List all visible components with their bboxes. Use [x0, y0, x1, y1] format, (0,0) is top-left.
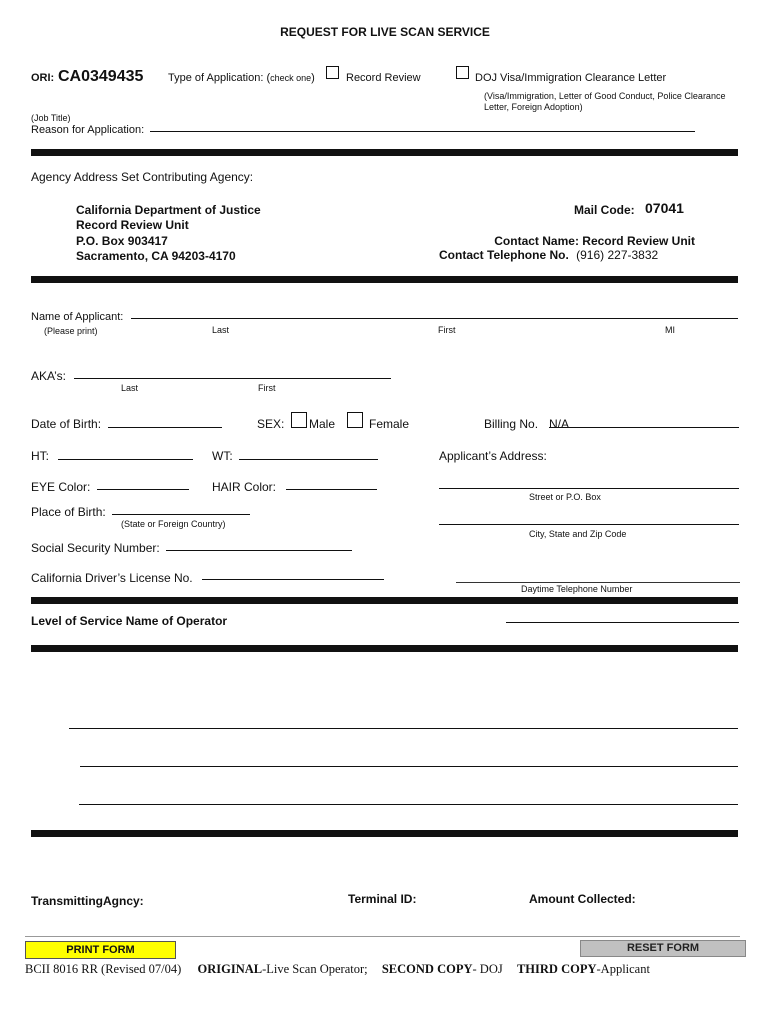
ht-label: HT:	[31, 449, 49, 463]
sex-label: SEX:	[257, 417, 285, 431]
application-type-small: check one	[270, 73, 312, 83]
daytime-phone-field[interactable]	[456, 582, 740, 583]
name-first-label: First	[438, 325, 456, 335]
doj-clearance-checkbox[interactable]	[456, 66, 469, 79]
male-checkbox[interactable]	[291, 412, 307, 428]
mail-code-value: 07041	[645, 200, 684, 216]
agency-heading: Agency Address Set Contributing Agency:	[31, 170, 254, 184]
agency-name: California Department of Justice	[76, 203, 261, 217]
eye-color-label: EYE Color:	[31, 480, 91, 494]
blank-line[interactable]	[80, 766, 738, 767]
billing-label: Billing No.	[484, 417, 539, 431]
transmitting-agency-label: TransmittingAgncy:	[31, 894, 144, 908]
job-title-label: (Job Title)	[31, 113, 71, 123]
contact-phone-value: (916) 227-3832	[576, 248, 659, 262]
akas-field[interactable]	[74, 378, 391, 379]
billing-value: N/A	[549, 417, 570, 431]
contact-phone-label: Contact Telephone No.	[439, 248, 569, 262]
ori-label: ORI:	[31, 72, 55, 84]
street-label: Street or P.O. Box	[529, 492, 601, 502]
application-type-label	[168, 72, 315, 84]
amount-collected-label: Amount Collected:	[529, 892, 636, 906]
section-divider	[31, 149, 738, 156]
akas-label: AKA’s:	[31, 369, 66, 383]
blank-line[interactable]	[69, 728, 738, 729]
application-type-prefix: Type of Application: (	[168, 72, 271, 84]
eye-color-field[interactable]	[97, 489, 189, 490]
ori-value: CA0349435	[58, 68, 144, 85]
ssn-field[interactable]	[166, 550, 352, 551]
section-divider	[31, 597, 738, 604]
contact-name-value: Record Review Unit	[582, 234, 695, 248]
third-copy-label: THIRD COPY	[516, 962, 597, 976]
dob-label: Date of Birth:	[31, 417, 102, 431]
doj-clearance-label: DOJ Visa/Immigration Clearance Letter	[475, 72, 667, 84]
agency-city: Sacramento, CA 94203-4170	[76, 249, 236, 263]
operator-name-field[interactable]	[506, 622, 739, 623]
doj-note-line2: Letter, Foreign Adoption)	[484, 102, 583, 112]
record-review-checkbox[interactable]	[326, 66, 339, 79]
state-country-label: (State or Foreign Country)	[121, 519, 226, 529]
male-label: Male	[309, 417, 336, 431]
city-state-zip-label: City, State and Zip Code	[529, 529, 627, 539]
drivers-license-label: California Driver’s License No.	[31, 571, 193, 585]
print-form-button[interactable]: PRINT FORM	[25, 941, 176, 959]
street-field[interactable]	[439, 488, 739, 489]
place-of-birth-label: Place of Birth:	[31, 505, 106, 519]
ht-field[interactable]	[58, 459, 193, 460]
record-review-label: Record Review	[346, 72, 421, 84]
form-footer	[25, 962, 650, 977]
daytime-phone-label: Daytime Telephone Number	[521, 584, 633, 594]
section-divider	[31, 830, 738, 837]
wt-label: WT:	[212, 449, 233, 463]
please-print-label: (Please print)	[44, 326, 98, 336]
aka-first-label: First	[258, 383, 276, 393]
aka-last-label: Last	[121, 383, 139, 393]
name-last-label: Last	[212, 325, 230, 335]
contact-name-label: Contact Name:	[494, 234, 579, 248]
dob-field[interactable]	[108, 427, 222, 428]
applicant-address-label: Applicant’s Address:	[439, 449, 547, 463]
city-state-zip-field[interactable]	[439, 524, 739, 525]
second-copy-text: - DOJ	[472, 962, 503, 976]
applicant-name-label: Name of Applicant:	[31, 311, 124, 323]
blank-line[interactable]	[79, 804, 738, 805]
contact-name	[494, 234, 695, 248]
reset-form-button[interactable]: RESET FORM	[580, 940, 746, 957]
applicant-name-field[interactable]	[131, 318, 738, 319]
name-mi-label: MI	[665, 325, 675, 335]
contact-phone	[439, 248, 658, 262]
billing-field[interactable]	[549, 427, 739, 428]
wt-field[interactable]	[239, 459, 378, 460]
ssn-label: Social Security Number:	[31, 541, 160, 555]
level-of-service-label: Level of Service Name of Operator	[31, 614, 228, 628]
agency-po-box: P.O. Box 903417	[76, 234, 168, 248]
original-copy-label: ORIGINAL	[197, 962, 263, 976]
female-checkbox[interactable]	[347, 412, 363, 428]
buttons-top-rule	[25, 936, 740, 937]
female-label: Female	[369, 417, 410, 431]
original-copy-text: -Live Scan Operator;	[262, 962, 368, 976]
second-copy-label: SECOND COPY	[381, 962, 473, 976]
application-type-suffix: )	[311, 72, 315, 84]
section-divider	[31, 276, 738, 283]
third-copy-text: -Applicant	[596, 962, 650, 976]
agency-unit: Record Review Unit	[76, 218, 189, 232]
hair-color-field[interactable]	[286, 489, 377, 490]
hair-color-label: HAIR Color:	[212, 480, 277, 494]
reason-field[interactable]	[150, 131, 695, 132]
form-id: BCII 8016 RR (Revised 07/04)	[25, 962, 182, 976]
reason-label: Reason for Application:	[31, 124, 145, 136]
section-divider	[31, 645, 738, 652]
drivers-license-field[interactable]	[202, 579, 384, 580]
page-title: REQUEST FOR LIVE SCAN SERVICE	[280, 25, 490, 39]
doj-note-line1: (Visa/Immigration, Letter of Good Conduct, Police Clearance	[484, 91, 726, 101]
mail-code-label: Mail Code:	[574, 203, 635, 217]
terminal-id-label: Terminal ID:	[348, 892, 417, 906]
place-of-birth-field[interactable]	[112, 514, 250, 515]
